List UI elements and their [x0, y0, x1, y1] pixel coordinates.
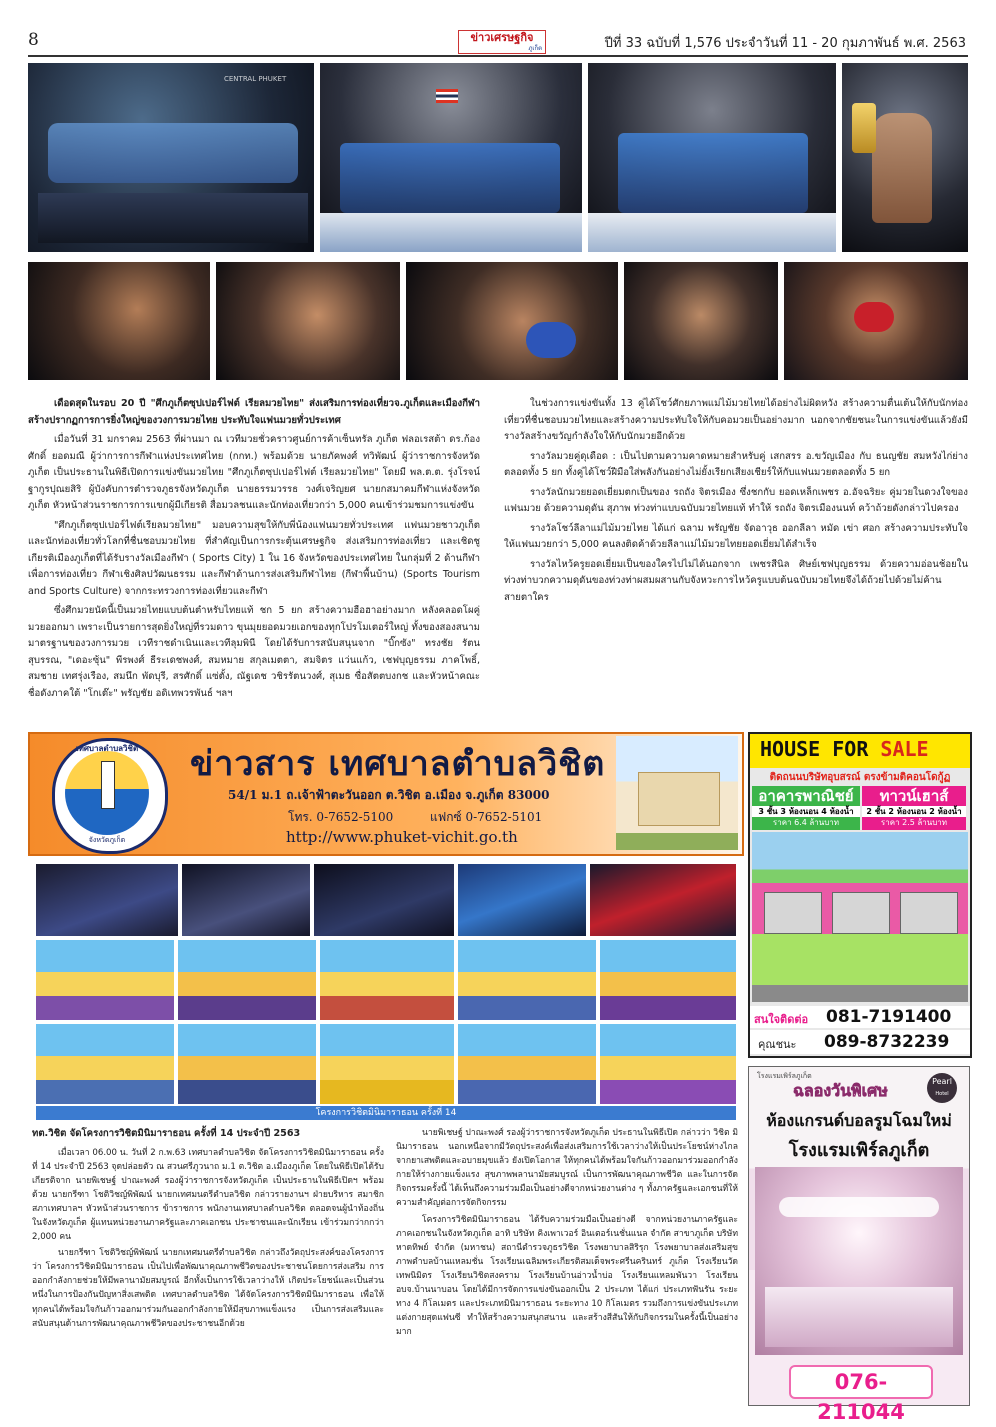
house-ad-title-b: SALE — [880, 737, 929, 761]
vichit-photo — [182, 864, 310, 936]
photo-champion-trophy — [842, 63, 968, 252]
vichit-banner — [28, 732, 744, 856]
photo-fight-4 — [624, 262, 778, 380]
vichit-photo — [458, 940, 596, 1020]
vichit-logo-top-text: เทศบาลตำบลวิชิต — [75, 744, 139, 753]
hotel-ad-headline-2: โรงแรมเพิร์ลภูเก็ต — [788, 1140, 930, 1161]
vichit-photo — [600, 1024, 736, 1104]
page-number: 8 — [28, 30, 39, 50]
article-lead: เดือดสุดในรอบ 20 ปี "ศึกภูเก็ตซุปเปอร์ไฟต์ เรียลมวยไทย" ส่งเสริมการท่องเที่ยวจ.ภูเก็ตและเมืองกีฬา สร้างปรากฏการการยิ่งใหญ่ของวงการมวยไทย ประทับใจแฟนมวยทั่วประเทศ — [28, 398, 480, 426]
house-ad-commercial-detail: 3 ชั้น 3 ห้องนอน 4 ห้องน้ำ — [752, 806, 860, 817]
vichit-paragraph: โครงการวิชิตมินิมาราธอน ได้รับความร่วมมือเป็นอย่างดี จากหน่วยงานภาครัฐและภาคเอกชนในจังหวัดภูเก็ต อาทิ บริษัท คิงเพาเวอร์ อินเตอร์เนชั่นแนล จำกัด สาขาภูเก็ต บริษัท หาดทิพย์ จำกัด (มหาชน) สถานีตำรวจภูธรวิชิต โรงพยาบาลสิริรุก โรงพยาบาลส่งเสริมสุขภาพตำบลบ้านแหลมชั่น โรงเรียนเฉลิมพระเกียรติสมเด็จพระศรีนครินทร์ ภูเก็ต โรงเรียนวัดเทพนิมิตร โรงเรียนวิชิตสงคราม โรงเรียนบ้านอ่าวน้ำบ่อ โรงเรียนแหลมพันวา โรงเรียน อบจ.บ้านนาบอน โดยได้มีการจัดการแข่งขันออกเป็น 2 ประเภท ได้แก่ ประเภทฟันรัน ระยะทาง 4 กิโลเมตร และประเภทมินิมาราธอน ระยะทาง 10 กิโลเมตร รวมถึงการแข่งขันประเภทแต่งกายสุดแฟนซี ทำให้สร้างความสนุกสนาน และสร้างสีสันให้กับกิจกรรมในครั้งนี้เป็นอย่างมาก — [396, 1214, 738, 1338]
house-ad-commercial-price: ราคา 6.4 ล้านบาท — [772, 818, 840, 827]
article-paragraph: รางวัลนักมวยยอดเยี่ยมตกเป็นของ รถถัง จิตรเมือง ซึ่งชกกับ ยอดเหล็กเพชร อ.อัจฉริยะ คู่มวยในดวงใจของแฟนมวย ด้วยความดุดัน สุภาพ ท่วงท่าแบบฉบับมวยไทยแท้ ทำให้ รถถัง จิตรเมืองนนท์ คว้าถ้วยดังกล่าวไปครอง — [504, 486, 968, 514]
vichit-left-column — [32, 1126, 384, 1331]
photo-fight-3 — [406, 262, 618, 380]
photo-fighters-officials — [588, 63, 836, 252]
house-ad-contact-label: สนใจติดต่อ — [754, 1013, 809, 1026]
house-ad-contact-row — [750, 1006, 970, 1028]
house-ad-name-label: คุณชนะ — [758, 1038, 797, 1051]
header-rule — [28, 55, 968, 57]
vichit-photo — [36, 864, 178, 936]
house-ad-name-row — [750, 1030, 970, 1054]
hotel-ad-ballroom-photo — [755, 1167, 963, 1355]
masthead-logo — [458, 30, 546, 54]
issue-line: ปีที่ 33 ฉบับที่ 1,576 ประจำวันที่ 11 - 20 กุมภาพันธ์ พ.ศ. 2563 — [604, 36, 966, 51]
vichit-logo-bottom-text: จังหวัดภูเก็ต — [88, 836, 126, 844]
vichit-photo — [36, 940, 174, 1020]
hotel-ad-phone[interactable]: 076-211044 — [817, 1370, 905, 1424]
hotel-ad-phone-box — [789, 1365, 933, 1424]
vichit-event-banner: โครงการวิชิตมินิมาราธอน ครั้งที่ 14 — [36, 1106, 736, 1120]
vichit-heading: ทต.วิชิต จัดโครงการวิชิตมินิมาราธอน ครั้งที่ 14 ประจำปี 2563 — [32, 1128, 301, 1139]
house-ad-townhouse: ทาวน์เฮาส์ — [879, 787, 949, 805]
house-ad-commercial: อาคารพาณิชย์ — [758, 787, 854, 805]
house-ad-contact-phone[interactable]: 081-7191400 — [826, 1007, 952, 1027]
photo-trophy-group — [320, 63, 582, 252]
vichit-photo — [458, 1024, 596, 1104]
vichit-photo — [36, 1024, 174, 1104]
house-ad-townhouse-detail: 2 ชั้น 2 ห้องนอน 2 ห้องน้ำ — [862, 806, 966, 817]
photo-watermark: CENTRAL PHUKET — [224, 75, 287, 83]
vichit-photo — [320, 1024, 454, 1104]
house-for-sale-ad — [748, 732, 972, 1058]
hotel-ad-headline: ห้องแกรนด์บอลรูมโฉมใหม่ — [766, 1111, 952, 1130]
article-paragraph: รางวัลโชว์ลีลาแม่ไม้มวยไทย ได้แก่ ฉลาม พรัญชัย จัดอาวุธ ออกลีลา หมัด เข่า ศอก สร้างความประทับใจให้แฟนมวยกว่า 5,000 คนลงติดค้าด้วยลีลาแม่ไม้มวยไทยยอดเยี่ยมได้สำเร็จ — [504, 522, 968, 550]
house-ad-title — [760, 737, 929, 761]
vichit-photo — [314, 864, 454, 936]
hotel-ad-hotel-name: โรงแรมเพิร์ลภูเก็ต — [757, 1072, 812, 1080]
vichit-photo — [600, 940, 736, 1020]
vichit-paragraph: เมื่อเวลา 06.00 น. วันที่ 2 ก.พ.63 เทศบาลตำบลวิชิต จัดโครงการวิชิตมินิมาราธอน ครั้งที่ 14 ประจำปี 2563 จุดปล่อยตัว ณ สวนศรีภูวนาถ ม.1 ต.วิชิต อ.เมืองภูเก็ต โดยในพิธีเปิดได้รับเกียรติจาก นายพิเชษฐ์ ปาณะพงศ์ รองผู้ว่าราชการจังหวัดภูเก็ต เป็นประธานในพิธีเปิดฯ พร้อมด้วย นายกรีฑา โชติวิชญ์พิพัฒน์ นายกเทศมนตรีตำบลวิชิต กล่าวรายงานฯ ฝ่ายบริหาร สมาชิกสภาเทศบาลฯ หัวหน้าส่วนราชการ ข้าราชการ พนักงานเทศบาลตำบลวิชิต ตลอดจนผู้นำท้องถิ่นในจังหวัดภูเก็ต ผู้แทนหน่วยงานภาครัฐและภาคเอกชน ประชาชนและนักเรียน เข้าร่วมกว่ากกว่า 2,000 คน — [32, 1147, 384, 1243]
article-paragraph: รางวัลมวยคู่ดุเดือด : เป็นไปตามความคาดหมายสำหรับคู่ เสกสรร อ.ขวัญเมือง กับ ธนญชัย สมหวังไก่ย่าง ตลอดทั้ง 5 ยก ทั้งคู่ได้โชว์ฝีมือใส่พลังกันอย่างไม่ยั้งเรียกเสียงเชียร์ให้กับแฟนมวยตลอดทั้ง 5 ยก — [504, 450, 968, 478]
hotel-ad-logo-text: Pearl — [932, 1077, 952, 1086]
vichit-photo — [320, 940, 454, 1020]
hotel-ad-logo-sub: Hotel — [935, 1091, 949, 1097]
vichit-logo — [52, 738, 168, 854]
vichit-right-column — [396, 1126, 738, 1339]
vichit-url[interactable]: http://www.phuket-vichit.go.th — [286, 828, 518, 846]
vichit-fax: แฟกซ์ 0-7652-5101 — [430, 810, 543, 824]
house-ad-subtitle: ติดถนนบริษัทอุบสรณ์ ตรงข้ามติคอนโดกู้ฏ — [769, 772, 951, 783]
vichit-paragraph: นายกรีฑา โชติวิชญ์พิพัฒน์ นายกเทศมนตรีตำบลวิชิต กล่าวถึงวัตถุประสงค์ของโครงการว่า โครงการวิชิตมินิมาราธอน เป็นไปเพื่อพัฒนาคุณภาพชีวิตของประชาชนโดยการส่งเสริม การออกกำลังกายช่วยให้มีพลานามัยสมบูรณ์ อีกทั้งเป็นการใช้เวลาว่างให้ เกิดประโยชน์และเป็นส่วนหนึ่งในการป้องกันปัญหาสิ่งเสพติด เทศบาลตำบลวิชิต ได้จัดโครงการวิชิตมินิมาราธอน เพื่อให้ทุกคนได้พร้อมใจกันก้าวออกมาร่วมกันออกกำลังกายให้มีสุขภาพแข็งแรง เป็นการส่งเสริมและสนับสนุนด้านการพัฒนาคุณภาพชีวิตของประชาชนอีกด้วย — [32, 1248, 384, 1329]
article-paragraph: "ศึกภูเก็ตซุปเปอร์ไฟต์เรียลมวยไทย" มอบความสุขให้กับพี่น้องแฟนมวยทั่วประเทศ แฟนมวยชาวภูเก็ตและนักท่องเที่ยวทั่วโลกที่ชื่นชอบมวยไทย ที่สำคัญเป็นการกระตุ้นเศรษฐกิจ ส่งเสริมการท่องเที่ยว และเชิดชูเกียรติเมืองภูเก็ตที่ได้รับรางวัลเมืองกีฬา ( Sports City) 1 ใน 16 จังหวัดของประเทศไทย ในกลุ่มที่ 2 ด้านกีฬาเพื่อการท่องเที่ยว กีฬาเชิงศิลปวัฒนธรรม และกีฬาด้านการส่งเสริมกีฬาไทย (กีฬาพื้นบ้าน) (Sports Tourism and Sports Culture) จากกระทรวงการท่องเที่ยวและกีฬา — [28, 519, 480, 597]
house-ad-commercial-box — [752, 786, 860, 830]
masthead-title: ข่าวเศรษฐกิจ — [470, 31, 534, 44]
article-paragraph: ซึ่งศึกมวยนัดนี้เป็นมวยไทยแบบต้นตำหรับไทยแท้ ชก 5 ยก สร้างความฮือฮาอย่างมาก หลังคลอดโผคู่มวยออกมา เพราะเป็นรายการสุดยิ่งใหญ่ที่รวมดาว ขุนมุยยอดมวยเอกของทุกโปรโมเตอร์ใหญ่ ทั้งของสองสนามมาตรฐานของวงการมวย เวทีราชดำเนินและเวทีลุมพินี โดยได้รับการสนับสนุนจาก "บิ๊กซัง" ทรงชัย รัตนสุบรรณ, "เดอะซุ้น" พีรพงศ์ ธีระเดชพงศ์, สมหมาย สกุลเมตตา, สมจิตร แว่นแก้ว, เชฟบุญธรรม ภาคโพธิ์, สมชาย เทศรุ่งเรือง, สมนึก พัดบุรี, สรศักดิ์ แซ่ตั้ง, ณัฐเดช วชิรรัตนวงศ์, สุเมธ ซื่อสัตตบงกช และหัวหน้าคณะชื่อดังภาคใต้ "โกเต๊ะ" พรัญชัย อดิเทพวรพันธ์ ฯลฯ — [28, 605, 480, 699]
article-paragraph: เมื่อวันที่ 31 มกราคม 2563 ที่ผ่านมา ณ เวทีมวยชั่วคราวศูนย์การค้าเซ็นทรัล ภูเก็ต ฟลอเรสต้า ดร.ก้องศักดิ์ ยอดมณี ผู้ว่าการการกีฬาแห่งประเทศไทย (กกท.) พร้อมด้วย นายภัคพงศ์ ทวิพัฒน์ ผู้ว่าราชการจังหวัดภูเก็ต เป็นประธานในพิธีเปิดการแข่งขันมวยไทย "ศึกภูเก็ตซุปเปอร์ไฟต์ เรียลมวยไทย" โดยมี พล.ต.ต. รุ่งโรจน์ ฐากูรปุณยสิริ ผู้บังคับการตำรวจภูธรจังหวัดภูเก็ต นายธรรมวรรธ วงศ์เจริญยศ นายกสมาคมกีฬาแห่งจังหวัดภูเก็ต หัวหน้าส่วนราชการการแขกผู้มีเกียรติ สื่อมวลชนและนักท่องเที่ยวกว่า 5,000 คนเข้าร่วมชมการแข่งขัน — [28, 434, 480, 511]
vichit-paragraph: นายพิเชษฐ์ ปาณะพงศ์ รองผู้ว่าราชการจังหวัดภูเก็ต ประธานในพิธีเปิด กล่าวว่า วิชิต มินิมาราธอน นอกเหนือจากมีวัตถุประสงค์เพื่อส่งเสริมการใช้เวลาว่างให้เป็นประโยชน์ห่างไกลจากยาเสพติดและอบายมุขแล้ว ยังเปิดโอกาส ให้ทุกคนได้พร้อมใจกันก้าวออกมาร่วมออกกำลังกายให้ร่างกายแข็งแรง สุขภาพพลานามัยสมบูรณ์ เป็นการพัฒนาคุณภาพชีวิต และในการจัดกิจกรรมครั้งนี้ ได้เห็นถึงความร่วมมือเป็นอย่างดีจากหน่วยงานต่าง ๆ ทั้งภาครัฐและเอกชนที่ให้ความสำคัญต่อการจัดกิจกรรม — [396, 1128, 738, 1209]
masthead-subtitle: ภูเก็ต — [528, 45, 542, 52]
vichit-photo — [590, 864, 736, 936]
vichit-phone: โทร. 0-7652-5100 — [288, 810, 394, 824]
photo-fight-1 — [28, 262, 210, 380]
vichit-building-photo — [616, 736, 738, 850]
pearl-hotel-ad — [748, 1066, 970, 1424]
vichit-title: ข่าวสาร เทศบาลตำบลวิชิต — [190, 744, 606, 784]
house-ad-townhouse-box — [862, 786, 966, 830]
house-ad-title-a: HOUSE FOR — [760, 737, 869, 761]
article-left-column — [28, 396, 480, 705]
house-ad-building-photo — [752, 832, 968, 1002]
house-ad-name-phone[interactable]: 089-8732239 — [824, 1032, 950, 1052]
vichit-photo — [178, 940, 316, 1020]
article-right-column — [504, 396, 968, 609]
vichit-photo — [178, 1024, 316, 1104]
article-paragraph: รางวัลไหว้ครูยอดเยี่ยมเป็นของใครไปไม่ได้นอกจาก เพชรสีนิล ศิษย์เชฟบุญธรรม ด้วยความอ่อนช้อยในท่วงท่าบวกความดุดันของท่วงท่าผสมผสานกับจังหวะการไหว้ครูแบบต้นฉบับมวยไทยจึงได้ถ้วยไปด้วยไม่ค้านสายตาใคร — [504, 558, 968, 603]
house-ad-townhouse-price: ราคา 2.5 ล้านบาท — [880, 818, 948, 827]
photo-ringside-officials — [28, 63, 314, 252]
vichit-address: 54/1 ม.1 ถ.เจ้าฟ้าตะวันออก ต.วิชิต อ.เมือง จ.ภูเก็ต 83000 — [228, 788, 550, 802]
photo-fight-5 — [784, 262, 968, 380]
hotel-ad-promo: ฉลองวันพิเศษ — [793, 1081, 888, 1100]
photo-fight-2 — [216, 262, 400, 380]
article-paragraph: ในช่วงการแข่งขันทั้ง 13 คู่ได้โชว์ศักยภาพแม่ไม้มวยไทยได้อย่างไม่ผิดหวัง สร้างความตื่นเต้นให้กับนักท่องเที่ยวที่ชื่นชอบมวยไทยและสร้างความประทับใจให้กับคอมวยเป็นอย่างมาก นอกจากชัยชนะในการแข่งขันแล้วยังมีรางวัลสร้างขวัญกำลังใจให้กับนักมวยอีกด้วย — [504, 398, 968, 442]
vichit-photo — [458, 864, 586, 936]
hotel-ad-logo — [927, 1073, 957, 1103]
